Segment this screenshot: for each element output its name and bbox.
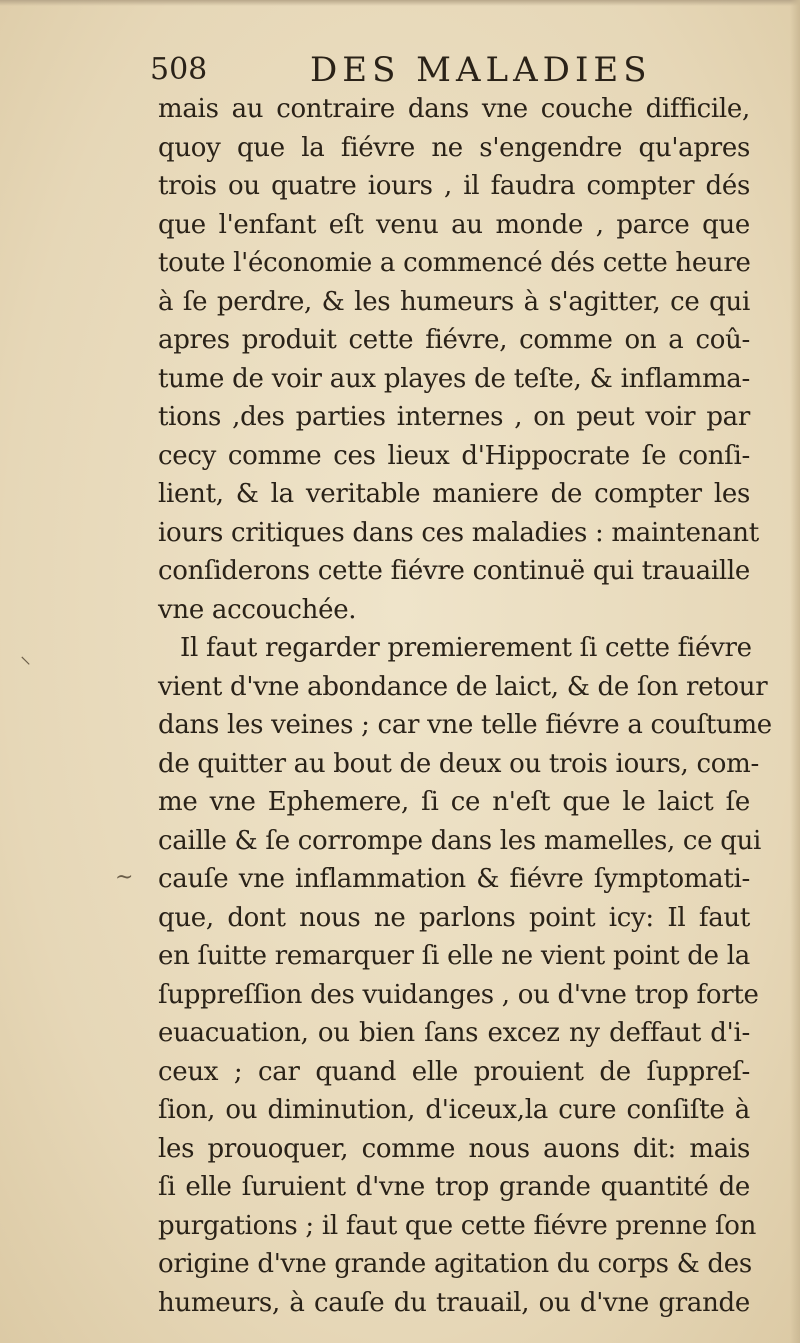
text-line: trois ou quatre iours , il faudra compter dés [158,171,750,201]
text-line: que l'enfant eſt venu au monde , parce que [158,209,750,240]
body-text [158,90,772,1322]
text-line: humeurs, à cauſe du trauail, ou d'vne grande [158,1287,750,1318]
page-top-edge [0,0,800,6]
text-line: vne accouchée. [158,594,357,625]
text-line: ceux ; car quand elle prouient de ſuppreſ- [158,1056,750,1087]
page-right-edge [790,0,800,1343]
text-line: conſiderons cette fiévre continuë qui trauaille [158,556,750,586]
text-line: que, dont nous ne parlons point icy: Il faut [158,902,750,933]
text-line: ſi elle ſuruient d'vne trop grande quantité de [158,1172,750,1202]
text-line: à ſe perdre, & les humeurs à s'agitter, ce qui [158,286,750,317]
text-line: toute l'économie a commencé dés cette heure [158,248,751,278]
text-line: ſion, ou diminution, d'iceux,la cure conſiſte à [158,1095,750,1125]
page-number: 508 [150,52,208,87]
text-line: vient d'vne abondance de laict, & de ſon retour [158,671,768,702]
text-line: purgations ; il faut que cette fiévre prenne ſon [158,1210,757,1241]
text-line: Il faut regarder premierement ſi cette fiévre [180,633,752,663]
text-line: cauſe vne inflammation & fiévre ſymptomati- [158,864,750,894]
text-line: quoy que la fiévre ne s'engendre qu'apres [158,132,750,163]
text-line: tions ,des parties internes , on peut voir par [158,402,750,432]
text-line: dans les veines ; car vne telle fiévre a couſtume [158,710,772,740]
text-line: lient, & la veritable maniere de compter les [158,479,750,509]
text-line: ſuppreſſion des vuidanges , ou d'vne trop forte [158,979,759,1010]
text-line: en ſuitte remarquer ſi elle ne vient point de la [158,941,750,971]
text-line: tume de voir aux playes de teſte, & inflamma- [158,363,750,394]
margin-dash-mark: ~ [115,865,134,890]
text-line: me vne Ephemere, ſi ce n'eſt que le laict ſe [158,787,750,817]
text-line: apres produit cette fiévre, comme on a coû- [158,325,750,355]
running-head: DES MALADIES [310,50,652,90]
text-line: les prouoquer, comme nous auons dit: mais [158,1133,750,1164]
text-line: iours critiques dans ces maladies : maintenant [158,517,759,548]
text-line: euacuation, ou bien ſans excez ny deffaut d'i- [158,1018,750,1048]
text-line: de quitter au bout de deux ou trois iours, com- [158,748,759,779]
text-line: caille & ſe corrompe dans les mamelles, ce qui [158,825,762,856]
text-line: origine d'vne grande agitation du corps & des [158,1249,752,1279]
text-line: mais au contraire dans vne couche difficile, [158,94,750,124]
margin-tick-mark: ⸜ [20,644,32,669]
text-line: cecy comme ces lieux d'Hippocrate ſe conſi- [158,440,750,471]
